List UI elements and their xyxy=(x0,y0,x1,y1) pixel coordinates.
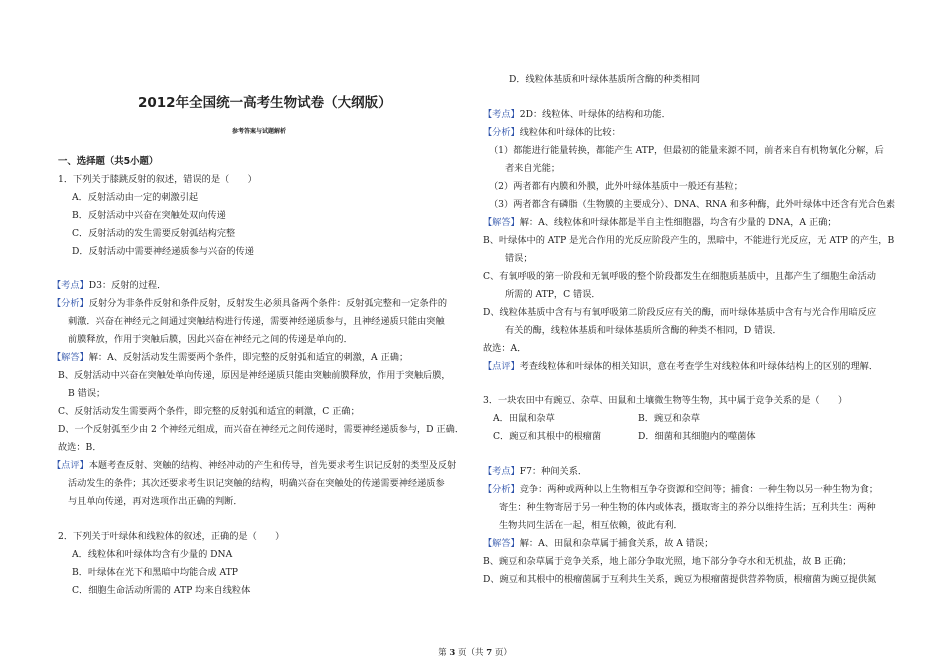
q2-kaodian-text: 2D：线粒体、叶绿体的结构和功能． xyxy=(519,109,671,120)
q1-answer-choice: 故选：B． xyxy=(58,442,102,453)
q2-answer-line: 错误； xyxy=(505,253,533,264)
footer-suffix: 页） xyxy=(494,648,512,658)
question-2-option-d: D．线粒体基质和叶绿体基质所含酶的种类相同 xyxy=(509,74,701,85)
footer-prefix: 第 xyxy=(438,648,447,658)
q2-answer-choice: 故选：A． xyxy=(483,343,527,354)
q1-kaodian-text: D3：反射的过程． xyxy=(88,280,167,291)
q1-jieda-text: 解：A、反射活动发生需要两个条件，即完整的反射弧和适宜的刺激，A 正确； xyxy=(88,352,409,363)
question-3-option-b: B．豌豆和杂草 xyxy=(638,413,700,424)
tag-jieda: 【解答】 xyxy=(52,352,89,363)
question-3-options-row-1 xyxy=(493,413,700,425)
tag-kaodian: 【考点】 xyxy=(483,466,520,477)
tag-fenxi: 【分析】 xyxy=(483,484,520,495)
q2-kaodian xyxy=(483,109,671,121)
q2-answer-line: 所需的 ATP，C 错误． xyxy=(505,289,601,300)
footer-page-number: 3 xyxy=(449,648,456,658)
q3-fenxi xyxy=(483,484,878,496)
q3-kaodian xyxy=(483,466,587,478)
footer-middle: 页（共 xyxy=(457,648,484,658)
tag-kaodian: 【考点】 xyxy=(52,280,89,291)
q2-jieda xyxy=(483,217,837,229)
section-heading: 一、选择题（共5小题） xyxy=(58,156,159,167)
q1-dianping-text: 本题考查反射、突触的结构、神经冲动的产生和传导，首先要求考生识记反射的类型及反射 xyxy=(88,460,457,471)
q2-answer-line: B、叶绿体中的 ATP 是光合作用的光反应阶段产生的，黑暗中，不能进行光反应，无 ATP 的产生，B xyxy=(483,235,895,246)
q3-fenxi-text: 竞争：两种或两种以上生物相互争夺资源和空间等；捕食：一种生物以另一种生物为食； xyxy=(519,484,879,495)
q3-fenxi-line: 寄生：种生物寄居于另一种生物的体内或体表，摄取寄主的养分以维持生活；互利共生：两种 xyxy=(499,502,876,513)
q2-fenxi-line: （3）两者都含有磷脂（生物膜的主要成分）、DNA、RNA 和多种酶，此外叶绿体中还含有光合色素 xyxy=(489,199,896,210)
q1-answer-line: D、一个反射弧至少由 2 个神经元组成，而兴奋在神经元之间传递时，需要神经递质参与，D 正确． xyxy=(58,424,465,435)
question-3-options-row-2 xyxy=(493,431,756,443)
question-2-stem: 2．下列关于叶绿体和线粒体的叙述，正确的是（ ） xyxy=(58,531,285,542)
tag-fenxi: 【分析】 xyxy=(52,298,89,309)
q2-answer-line: D、线粒体基质中含有与有氧呼吸第二阶段反应有关的酶，而叶绿体基质中含有与光合作用暗反应 xyxy=(483,307,877,318)
tag-dianping: 【点评】 xyxy=(483,361,520,372)
tag-kaodian: 【考点】 xyxy=(483,109,520,120)
q1-dianping xyxy=(52,460,456,472)
q2-answer-line: 有关的酶，线粒体基质和叶绿体基质所含酶的种类不相同，D 错误． xyxy=(505,325,782,336)
question-3-option-d: D．细菌和其细胞内的噬菌体 xyxy=(638,431,756,442)
tag-dianping: 【点评】 xyxy=(52,460,89,471)
question-1-option-d: D．反射活动中需要神经递质参与兴奋的传递 xyxy=(72,246,254,257)
q1-dianping-line: 与且单向传递，再对选项作出正确的判断． xyxy=(68,496,243,507)
q1-answer-line: C、反射活动发生需要两个条件，即完整的反射弧和适宜的刺激，C 正确； xyxy=(58,406,360,417)
q2-fenxi-line: （2）两者都有内膜和外膜，此外叶绿体基质中一般还有基粒； xyxy=(489,181,743,192)
q1-fenxi-line: 前膜释放，作用于突触后膜，因此兴奋在神经元之间的传递是单向的． xyxy=(68,334,353,345)
subtitle: 参考答案与试题解析 xyxy=(232,128,287,135)
q2-dianping xyxy=(483,361,878,373)
q3-jieda-text: 解：A、田鼠和杂草属于捕食关系，故 A 错误； xyxy=(519,538,714,549)
q1-fenxi xyxy=(52,298,447,310)
q1-fenxi-line: 刺激．兴奋在神经元之间通过突触结构进行传递，需要神经递质参与，且神经递质只能由突触 xyxy=(68,316,445,327)
q1-kaodian xyxy=(52,280,166,292)
q2-answer-line: C、有氧呼吸的第一阶段和无氧呼吸的整个阶段都发生在细胞质基质中，且都产生了细胞生命活动 xyxy=(483,271,876,282)
q3-jieda xyxy=(483,538,713,550)
q1-answer-line: B 错误； xyxy=(68,388,106,399)
q2-jieda-text: 解：A、线粒体和叶绿体都是半自主性细胞器，均含有少量的 DNA，A 正确； xyxy=(519,217,837,228)
q1-dianping-line: 活动发生的条件；其次还要求考生识记突触的结构，明确兴奋在突触处的传递需要神经递质参 xyxy=(68,478,445,489)
question-1-option-b: B．反射活动中兴奋在突触处双向传递 xyxy=(72,210,226,221)
q2-fenxi-line: 者来自光能； xyxy=(505,163,561,174)
q1-answer-line: B、反射活动中兴奋在突触处单向传递，原因是神经递质只能由突触前膜释放，作用于突触后膜， xyxy=(58,370,451,381)
question-1-stem: 1．下列关于膝跳反射的叙述，错误的是（ ） xyxy=(58,174,257,185)
question-3-stem: 3．一块农田中有豌豆、杂草、田鼠和土壤微生物等生物，其中属于竞争关系的是（ ） xyxy=(483,395,848,406)
question-1-option-c: C．反射活动的发生需要反射弧结构完整 xyxy=(72,228,236,239)
tag-jieda: 【解答】 xyxy=(483,217,520,228)
q3-answer-line: D、豌豆和其根中的根瘤菌属于互利共生关系，豌豆为根瘤菌提供营养物质，根瘤菌为豌豆提供氮 xyxy=(483,574,877,585)
page-footer xyxy=(0,646,950,658)
question-2-option-a: A．线粒体和叶绿体均含有少量的 DNA xyxy=(72,549,233,560)
q3-kaodian-text: F7：种间关系． xyxy=(519,466,588,477)
q3-fenxi-line: 生物共同生活在一起，相互依赖，彼此有利． xyxy=(499,520,683,531)
question-2-option-c: C．细胞生命活动所需的 ATP 均来自线粒体 xyxy=(72,585,251,596)
question-3-option-c: C．豌豆和其根中的根瘤菌 xyxy=(493,431,602,442)
tag-jieda: 【解答】 xyxy=(483,538,520,549)
question-1-option-a: A．反射活动由一定的刺激引起 xyxy=(72,192,199,203)
footer-total-pages: 7 xyxy=(486,648,493,658)
q1-fenxi-text: 反射分为非条件反射和条件反射，反射发生必须具备两个条件：反射弧完整和一定条件的 xyxy=(88,298,448,309)
q3-answer-line: B、豌豆和杂草属于竞争关系，地上部分争取光照，地下部分争夺水和无机盐，故 B 正确； xyxy=(483,556,852,567)
q2-fenxi-text: 线粒体和叶绿体的比较： xyxy=(519,127,621,138)
page-title: 2012年全国统一高考生物试卷（大纲版） xyxy=(138,95,392,111)
q1-jieda xyxy=(52,352,408,364)
question-3-option-a: A．田鼠和杂草 xyxy=(493,413,555,424)
q2-fenxi-line: （1）都能进行能量转换，都能产生 ATP，但最初的能量来源不同，前者来自有机物氧化分解，后 xyxy=(489,145,884,156)
q2-dianping-text: 考查线粒体和叶绿体的相关知识，意在考查学生对线粒体和叶绿体结构上的区别的理解． xyxy=(519,361,879,372)
tag-fenxi: 【分析】 xyxy=(483,127,520,138)
question-2-option-b: B．叶绿体在光下和黑暗中均能合成 ATP xyxy=(72,567,238,578)
q2-fenxi xyxy=(483,127,621,139)
